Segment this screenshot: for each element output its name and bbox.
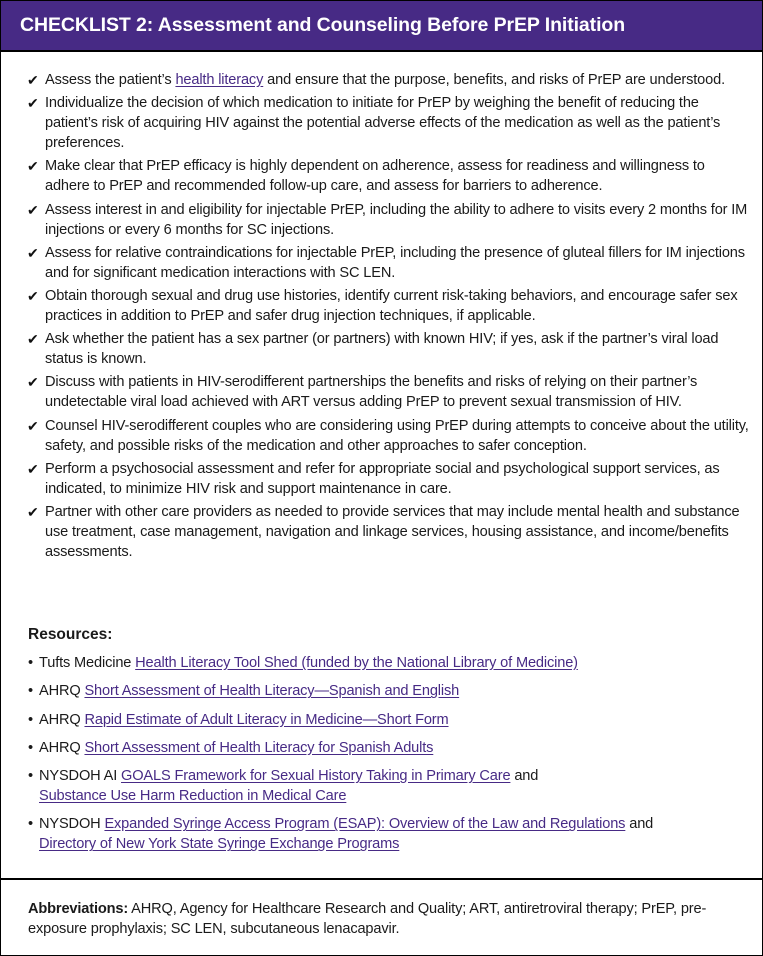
resource-item — [28, 681, 748, 701]
abbreviations-text: AHRQ, Agency for Healthcare Research and Quality; ART, antiretroviral therapy; PrEP, pre-exposure prophylaxis; SC LEN, subcutaneous lenacapavir. — [28, 901, 707, 937]
check-mark-icon: ✔ — [27, 287, 39, 304]
resource-link[interactable]: Directory of New York State Syringe Exchange Programs — [39, 836, 400, 853]
checklist-item — [27, 459, 753, 499]
page-title: CHECKLIST 2: Assessment and Counseling Before PrEP Initiation — [20, 14, 626, 36]
checklist-header — [1, 1, 762, 52]
resources-heading: Resources: — [28, 626, 113, 643]
abbreviations-footnote — [28, 899, 748, 939]
resource-item — [28, 653, 748, 673]
resource-source: NYSDOH — [39, 816, 105, 833]
item-text: Perform a psychosocial assessment and refer for appropriate social and psychological support services, as indicated, to minimize HIV risk and support maintenance in care. — [45, 460, 720, 497]
item-text: Discuss with patients in HIV-serodifferent partnerships the benefits and risks of relying on their partner’s undetectable viral load achieved with ART versus adding PrEP to prevent sexual transmission of HIV. — [45, 374, 698, 411]
bullet-icon: • — [28, 711, 33, 728]
checklist-item — [27, 200, 753, 240]
check-mark-icon: ✔ — [27, 331, 39, 348]
check-mark-icon: ✔ — [27, 201, 39, 218]
resource-link[interactable]: Short Assessment of Health Literacy for Spanish Adults — [84, 739, 434, 756]
checklist — [27, 70, 753, 565]
check-mark-icon: ✔ — [27, 95, 39, 112]
item-text: Assess interest in and eligibility for injectable PrEP, including the ability to adhere to visits every 2 months for IM injections or every 6 months for SC injections. — [45, 201, 748, 238]
bullet-icon: • — [28, 768, 33, 785]
checklist-item — [27, 70, 753, 90]
item-text: and ensure that the purpose, benefits, and risks of PrEP are understood. — [263, 72, 725, 88]
item-text: Assess the patient’s — [45, 72, 176, 88]
resource-link[interactable]: GOALS Framework for Sexual History Taking in Primary Care — [121, 768, 511, 785]
resource-source: NYSDOH AI — [39, 768, 122, 785]
check-mark-icon: ✔ — [27, 72, 39, 88]
checklist-item — [27, 243, 753, 283]
resource-item — [28, 710, 748, 730]
item-text: Partner with other care providers as needed to provide services that may include mental health and substance use treatment, case management, navigation and linkage services, housing assistance, and income/benefits assessments. — [45, 503, 740, 560]
bullet-icon: • — [28, 816, 33, 833]
check-mark-icon: ✔ — [27, 460, 39, 477]
resource-link[interactable]: Health Literacy Tool Shed (funded by the National Library of Medicine) — [135, 655, 578, 671]
item-text: Assess for relative contraindications for injectable PrEP, including the presence of gluteal fillers for IM injections and for significant medication interactions with SC LEN. — [45, 244, 745, 281]
check-mark-icon: ✔ — [27, 503, 39, 520]
resource-source: AHRQ — [39, 739, 85, 756]
resource-source: AHRQ — [39, 711, 85, 728]
check-mark-icon: ✔ — [27, 158, 39, 175]
checklist-item — [27, 156, 753, 196]
item-text: Counsel HIV-serodifferent couples who are considering using PrEP during attempts to conceive about the utility, safety, and possible risks of the medication and other approaches to safer conception. — [45, 417, 749, 454]
checklist-item — [27, 416, 753, 456]
resource-source: Tufts Medicine — [39, 655, 136, 671]
bullet-icon: • — [28, 739, 33, 756]
resource-link[interactable]: Expanded Syringe Access Program (ESAP): Overview of the Law and Regulations — [104, 816, 626, 833]
checklist-item — [27, 502, 753, 562]
section-divider — [1, 878, 762, 880]
health-literacy-link[interactable]: health literacy — [175, 72, 264, 88]
check-mark-icon: ✔ — [27, 417, 39, 434]
item-text: Ask whether the patient has a sex partner (or partners) with known HIV; if yes, ask if the partner’s viral load status is known. — [45, 331, 719, 368]
resource-item — [28, 766, 748, 806]
checklist-item — [27, 93, 753, 153]
bullet-icon: • — [28, 655, 33, 671]
checklist-item — [27, 286, 753, 326]
item-text: Make clear that PrEP efficacy is highly dependent on adherence, assess for readiness and willingness to adhere to PrEP and recommended follow-up care, and assess for barriers to adherence. — [45, 158, 705, 195]
abbreviations-label: Abbreviations: — [28, 901, 129, 917]
resource-link[interactable]: Short Assessment of Health Literacy—Spanish and English — [84, 683, 460, 700]
item-text: Individualize the decision of which medication to initiate for PrEP by weighing the benefit of reducing the patient’s risk of acquiring HIV against the potential adverse effects of the medication as well as the patient’s preferences. — [45, 95, 721, 152]
resource-item — [28, 738, 748, 758]
resources-list — [28, 653, 748, 863]
item-text: Obtain thorough sexual and drug use histories, identify current risk-taking behaviors, and encourage safer sex practices in addition to PrEP and safer drug injection techniques, if applicable. — [45, 287, 738, 324]
resource-link[interactable]: Rapid Estimate of Adult Literacy in Medicine—Short Form — [84, 711, 449, 728]
resource-joiner: and — [625, 816, 654, 833]
resource-link[interactable]: Substance Use Harm Reduction in Medical Care — [39, 788, 347, 805]
bullet-icon: • — [28, 683, 33, 700]
checklist-item — [27, 329, 753, 369]
checklist-item — [27, 372, 753, 412]
resource-source: AHRQ — [39, 683, 85, 700]
check-mark-icon: ✔ — [27, 374, 39, 391]
check-mark-icon: ✔ — [27, 244, 39, 261]
resource-item — [28, 814, 748, 854]
resource-joiner: and — [510, 768, 539, 785]
